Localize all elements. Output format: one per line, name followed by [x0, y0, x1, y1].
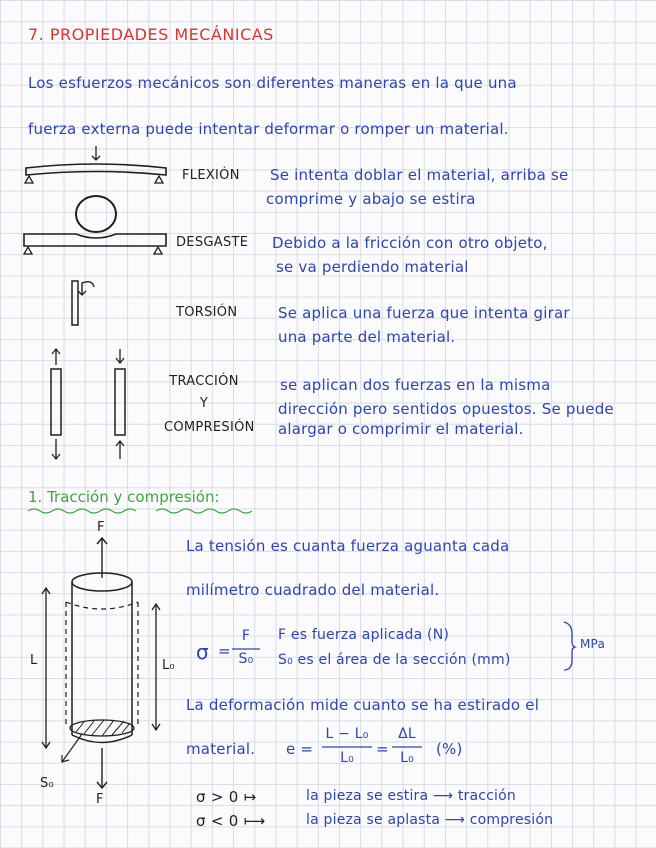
initial-length-label: L₀ — [162, 658, 176, 673]
rule-traccion-rhs: la pieza se estira ⟶ tracción — [306, 788, 516, 804]
tension-line-1: La tensión es cuanta fuerza aguanta cada — [186, 537, 510, 555]
intro-line-1: Los esfuerzos mecánicos son diferentes maneras en la que una — [28, 74, 517, 92]
tension-line-2: milímetro cuadrado del material. — [186, 581, 440, 599]
strain-delta-bar — [392, 746, 424, 749]
traccion-desc-2: dirección pero sentidos opuestos. Se puede — [278, 400, 614, 418]
formula-brace — [562, 620, 576, 672]
desgaste-label: DESGASTE — [176, 235, 249, 250]
stress-unit: MPa — [580, 637, 606, 651]
intro-line-2: fuerza externa puede intentar deformar o romper un material. — [28, 120, 509, 138]
rule-compresion-lhs: σ < 0 ⟼ — [196, 812, 266, 830]
torsion-diagram — [64, 275, 104, 330]
strain-variable: e = — [286, 740, 314, 758]
flexion-diagram — [20, 142, 180, 187]
stress-fraction-numerator: F — [241, 628, 251, 644]
traccion-desc-3: alargar o comprimir el material. — [278, 420, 524, 438]
strain-delta-denominator: L₀ — [400, 750, 414, 766]
compresion-label: COMPRESIÓN — [164, 420, 255, 435]
strain-denominator: L₀ — [340, 750, 354, 766]
desgaste-diagram — [20, 190, 180, 260]
y-label: Y — [199, 396, 209, 411]
torsion-desc-2: una parte del material. — [278, 328, 456, 346]
sigma-symbol: σ — [196, 640, 209, 664]
flexion-desc-2: comprime y abajo se estira — [266, 190, 476, 208]
strain-fraction-bar — [322, 746, 374, 749]
traccion-desc-1: se aplican dos fuerzas en la misma — [280, 376, 551, 394]
section-label: S₀ — [40, 776, 55, 791]
strain-equals: = — [376, 740, 389, 758]
traccion-label: TRACCIÓN — [169, 374, 239, 389]
page-title: 7. PROPIEDADES MECÁNICAS — [28, 25, 274, 44]
desgaste-desc-2: se va perdiendo material — [276, 258, 469, 276]
torsion-desc-1: Se aplica una fuerza que intenta girar — [278, 304, 570, 322]
strain-numerator: L − L₀ — [325, 726, 369, 742]
force-definition: F es fuerza aplicada (N) — [278, 627, 450, 643]
force-bottom-label: F — [96, 792, 104, 807]
flexion-desc-1: Se intenta doblar el material, arriba se — [270, 166, 569, 184]
flexion-label: FLEXIÓN — [182, 168, 240, 183]
rule-compresion-rhs: la pieza se aplasta ⟶ compresión — [306, 812, 554, 828]
strain-unit: (%) — [436, 740, 463, 758]
sigma-equals: = — [218, 642, 231, 660]
force-top-label: F — [97, 520, 105, 535]
torsion-label: TORSIÓN — [176, 305, 238, 320]
rule-traccion-lhs: σ > 0 ↦ — [196, 788, 257, 806]
desgaste-desc-1: Debido a la fricción con otro objeto, — [272, 234, 548, 252]
stress-fraction-denominator: S₀ — [238, 651, 254, 667]
section-heading: 1. Tracción y compresión: — [28, 488, 220, 506]
deformation-line-1: La deformación mide cuanto se ha estirado el — [186, 696, 540, 714]
heading-underline — [26, 505, 266, 517]
area-definition: S₀ es el área de la sección (mm) — [278, 652, 511, 668]
deformation-line-2: material. — [186, 740, 256, 758]
length-label: L — [30, 653, 38, 668]
traccion-compresion-diagram — [40, 345, 140, 465]
strain-delta-numerator: ΔL — [398, 726, 416, 742]
